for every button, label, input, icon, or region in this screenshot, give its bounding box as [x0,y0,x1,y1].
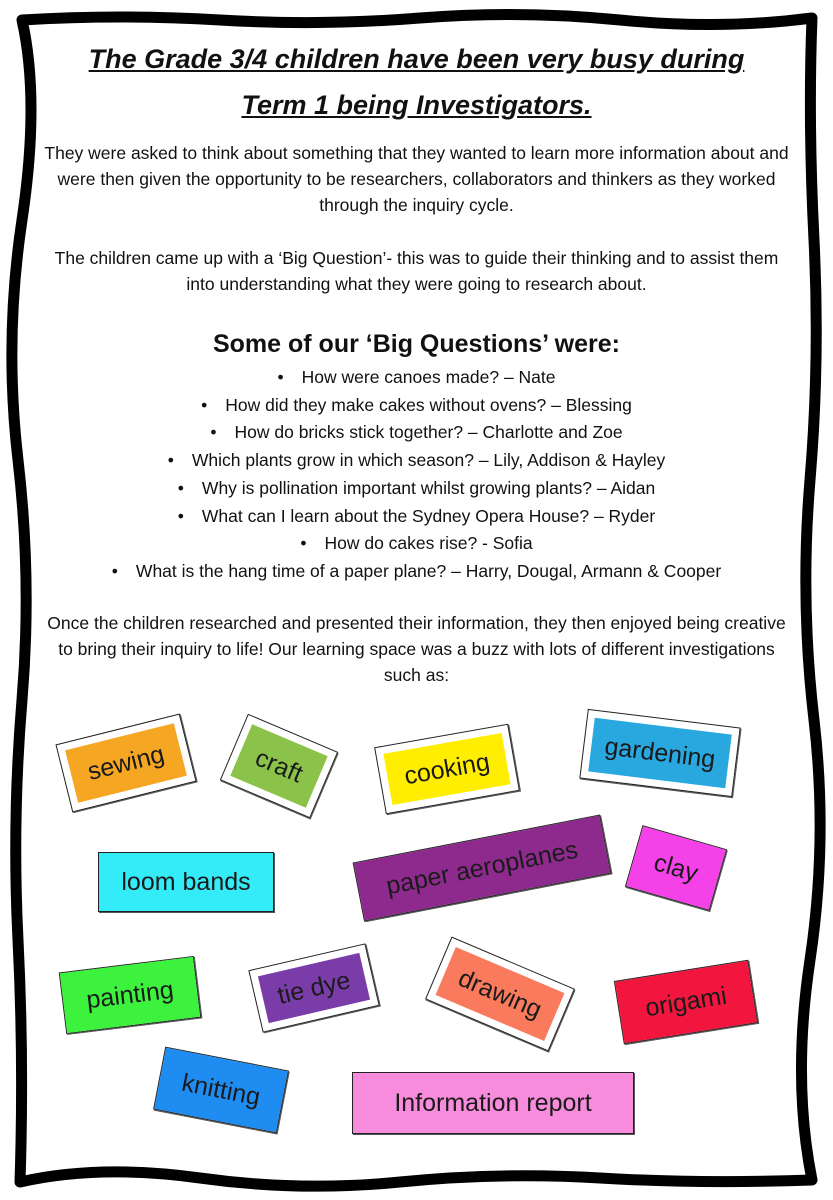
tag-loom-bands [98,852,274,912]
question-item: • Why is pollination important whilst growing plants? – Aidan [40,475,793,503]
question-item: • Which plants grow in which season? – Lily, Addison & Hayley [40,447,793,475]
question-item: • How do cakes rise? - Sofia [40,530,793,558]
question-item: • How were canoes made? – Nate [40,364,793,392]
intro-paragraph-1: They were asked to think about something that they wanted to learn more information about and were then given the opportunity to be researchers, collaborators and thinkers as they worked through the inquiry cycle. [44,143,789,215]
page-title [40,36,793,128]
tag-clay-label: clay [626,826,726,909]
tag-paper-aeroplanes-label: paper aeroplanes [354,816,610,921]
questions-list [40,364,793,586]
tag-painting-label: painting [60,957,200,1033]
outro-paragraph: Once the children researched and presented their information, they then enjoyed being creative to bring their inquiry to life! Our learning space was a buzz with lots of different investigations such as: [47,613,786,685]
question-item: • How do bricks stick together? – Charlotte and Zoe [40,419,793,447]
question-item: • What can I learn about the Sydney Opera House? – Ryder [40,503,793,531]
tag-knitting-label: knitting [154,1048,288,1133]
tag-origami-label: origami [615,961,757,1043]
tag-tie-dye-label: tie dye [258,953,370,1023]
tag-information-report [352,1072,634,1134]
tag-drawing-label: drawing [436,947,565,1041]
tag-craft-label: craft [230,724,327,808]
question-item: • What is the hang time of a paper plane? – Harry, Dougal, Armann & Cooper [40,558,793,586]
tag-cooking-label: cooking [383,733,510,805]
tag-sewing-label: sewing [65,723,187,802]
tag-information-report-label: Information report [353,1073,633,1133]
question-item: • How did they make cakes without ovens? – Blessing [40,392,793,420]
intro-paragraph-2: The children came up with a ‘Big Question’- this was to guide their thinking and to assist them into understanding what they were going to research about. [54,248,779,294]
title-line-2: Term 1 being Investigators. [241,90,592,120]
tag-gardening-label: gardening [588,718,732,788]
questions-heading: Some of our ‘Big Questions’ were: [212,330,620,358]
title-line-1: The Grade 3/4 children have been very busy during [88,44,745,74]
tag-loom-bands-label: loom bands [99,853,273,911]
